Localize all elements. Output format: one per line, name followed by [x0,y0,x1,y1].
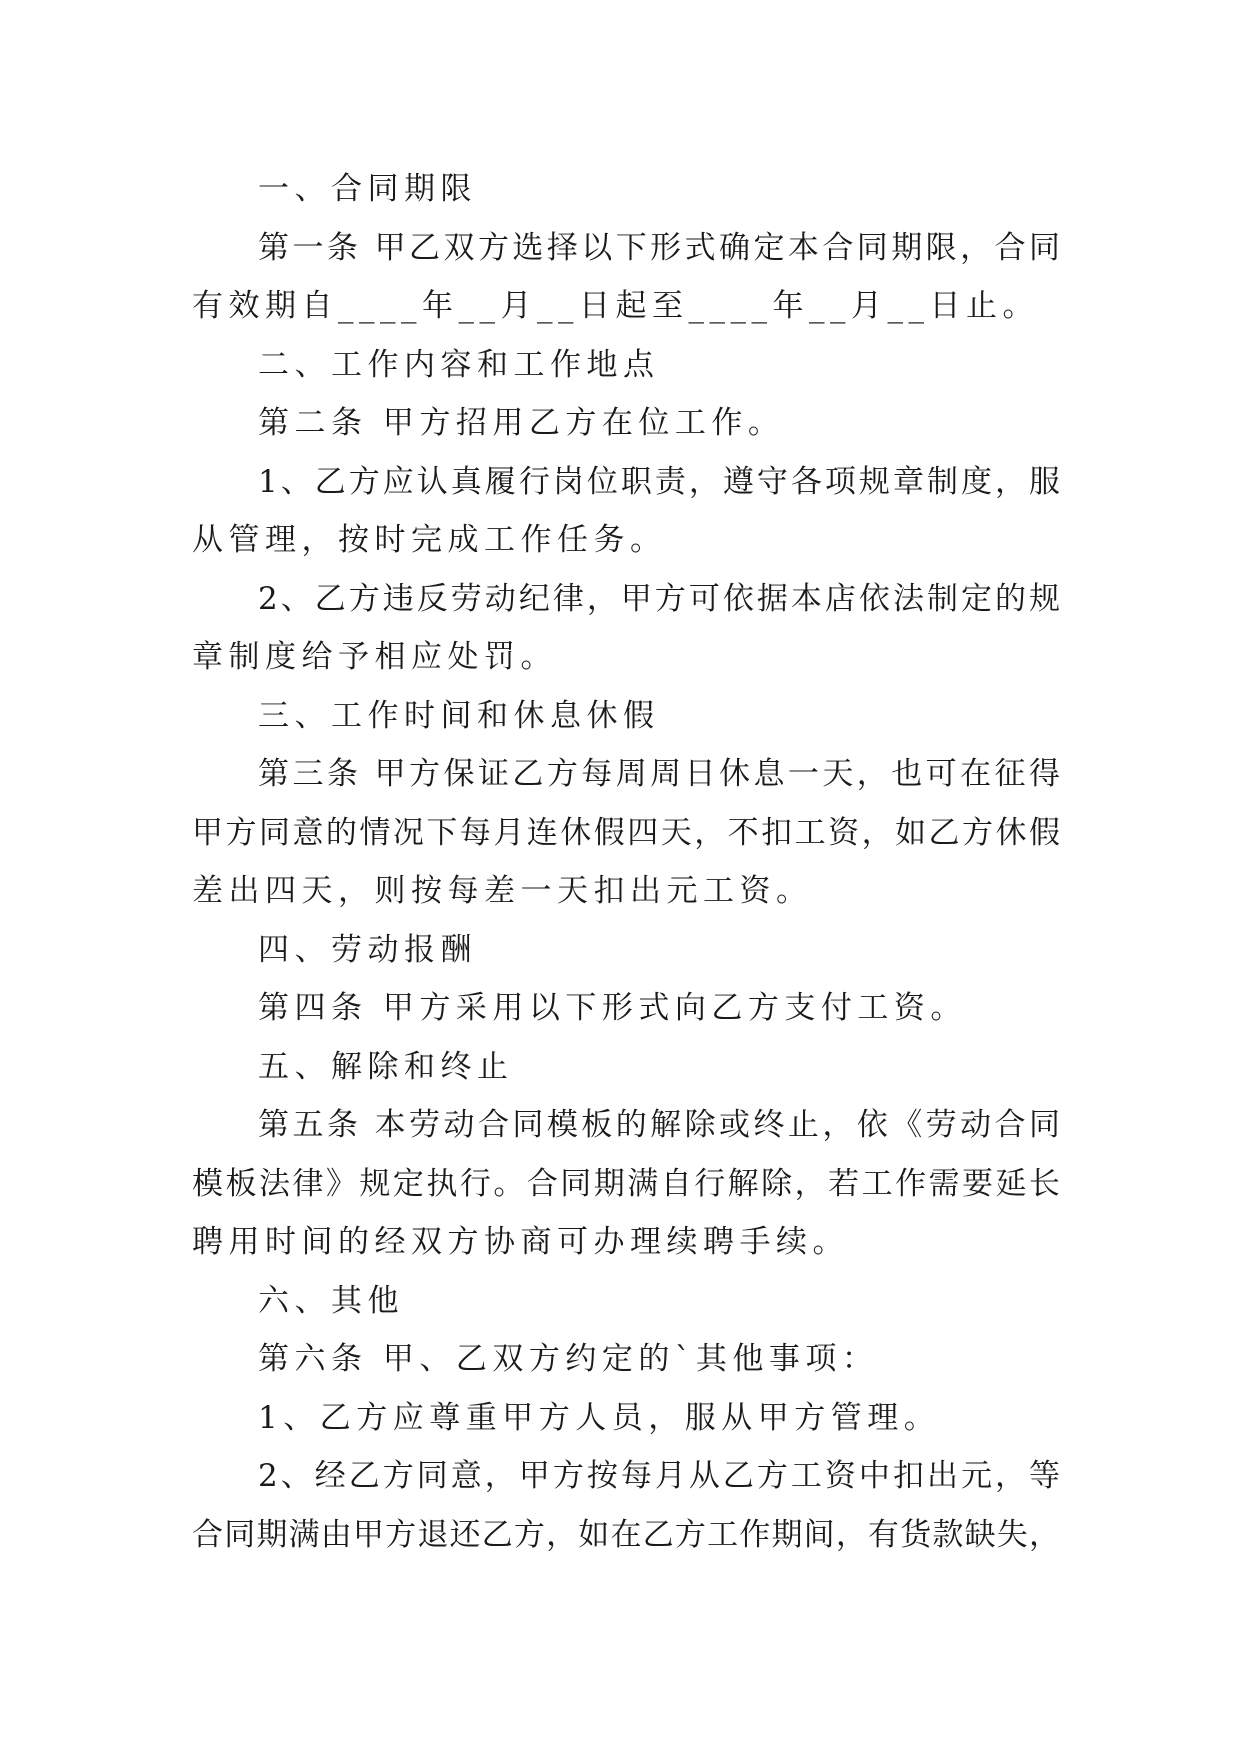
paragraph-line: 甲方同意的情况下每月连休假四天，不扣工资，如乙方休假 [192,814,1060,851]
paragraph-line: 第二条 甲方招用乙方在位工作。 [258,405,785,441]
paragraph-line: 章制度给予相应处罚。 [192,639,557,675]
paragraph-line: 1、乙方应认真履行岗位职责，遵守各项规章制度，服 [258,463,1060,500]
paragraph-line: 1、乙方应尊重甲方人员，服从甲方管理。 [258,1399,941,1436]
section-heading-work: 二、工作内容和工作地点 [258,346,660,383]
paragraph-line: 第四条 甲方采用以下形式向乙方支付工资。 [258,990,967,1026]
section-heading-termination: 五、解除和终止 [258,1048,514,1085]
paragraph-line: 差出四天，则按每差一天扣出元工资。 [192,873,813,909]
paragraph-line: 2、经乙方同意，甲方按每月从乙方工资中扣出元，等 [258,1458,1060,1494]
paragraph-line: 合同期满由甲方退还乙方，如在乙方工作期间，有货款缺失， [192,1516,1060,1553]
document-page [192,160,1060,1564]
section-heading-other: 六、其他 [258,1282,404,1319]
paragraph-line: 第六条 甲、乙双方约定的`其他事项： [258,1341,879,1377]
paragraph-line: 第一条 甲乙双方选择以下形式确定本合同期限，合同 [258,229,1060,266]
paragraph-line: 从管理，按时完成工作任务。 [192,522,667,558]
section-heading-pay: 四、劳动报酬 [258,931,477,968]
paragraph-line: 2、乙方违反劳动纪律，甲方可依据本店依法制定的规 [258,580,1060,617]
paragraph-line: 有效期自____年__月__日起至____年__月__日止。 [192,288,1039,324]
section-heading-term: 一、合同期限 [258,171,477,207]
paragraph-line: 模板法律》规定执行。合同期满自行解除，若工作需要延长 [192,1165,1060,1202]
section-heading-hours: 三、工作时间和休息休假 [258,697,660,734]
paragraph-line: 聘用时间的经双方协商可办理续聘手续。 [192,1224,849,1260]
paragraph-line: 第五条 本劳动合同模板的解除或终止，依《劳动合同 [258,1107,1060,1143]
paragraph-line: 第三条 甲方保证乙方每周周日休息一天，也可在征得 [258,756,1060,792]
